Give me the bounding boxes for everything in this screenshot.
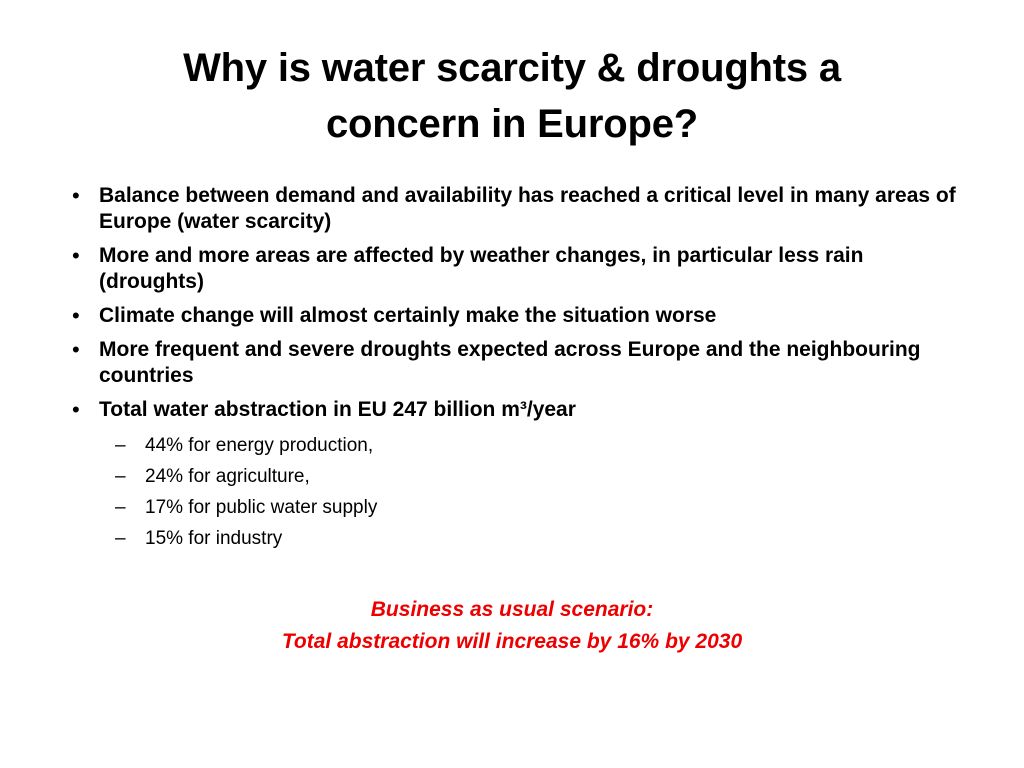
sub-bullet-text: 24% for agriculture, [145,466,310,487]
bullet-text: Climate change will almost certainly make the situation worse [99,304,717,327]
scenario-statement: Total abstraction will increase by 16% by 2030 [281,630,743,653]
bullet-item [72,337,972,389]
bullet-text: Total water abstraction in EU 247 billion m³/year [99,398,576,421]
bullet-list [72,183,972,431]
sub-bullet-item [115,465,377,489]
bullet-text: More frequent and severe droughts expected across Europe and the neighbouring countries [99,338,921,387]
bullet-dot-icon: • [72,243,80,268]
sub-bullet-text: 15% for industry [145,528,283,549]
bullet-dot-icon: • [72,397,80,422]
sub-bullet-text: 44% for energy production, [145,435,374,456]
dash-icon: – [115,435,126,456]
bullet-text: More and more areas are affected by weather changes, in particular less rain (droughts) [99,244,864,293]
slide-title: Why is water scarcity & droughts a concern in Europe? [183,46,841,146]
bullet-text: Balance between demand and availability has reached a critical level in many areas of Europe (water scarcity) [99,184,956,233]
sub-bullet-item [115,527,377,551]
bullet-dot-icon: • [72,183,80,208]
sub-bullet-item [115,434,377,458]
bullet-item [72,397,972,423]
dash-icon: – [115,466,126,487]
dash-icon: – [115,497,126,518]
scenario-note [60,594,964,658]
bullet-item [72,243,972,295]
scenario-heading: Business as usual scenario: [370,598,654,621]
bullet-item [72,183,972,235]
dash-icon: – [115,528,126,549]
sub-bullet-text: 17% for public water supply [145,497,378,518]
sub-bullet-item [115,496,377,520]
bullet-dot-icon: • [72,337,80,362]
bullet-dot-icon: • [72,303,80,328]
bullet-item [72,303,972,329]
sub-bullet-list [115,434,377,558]
